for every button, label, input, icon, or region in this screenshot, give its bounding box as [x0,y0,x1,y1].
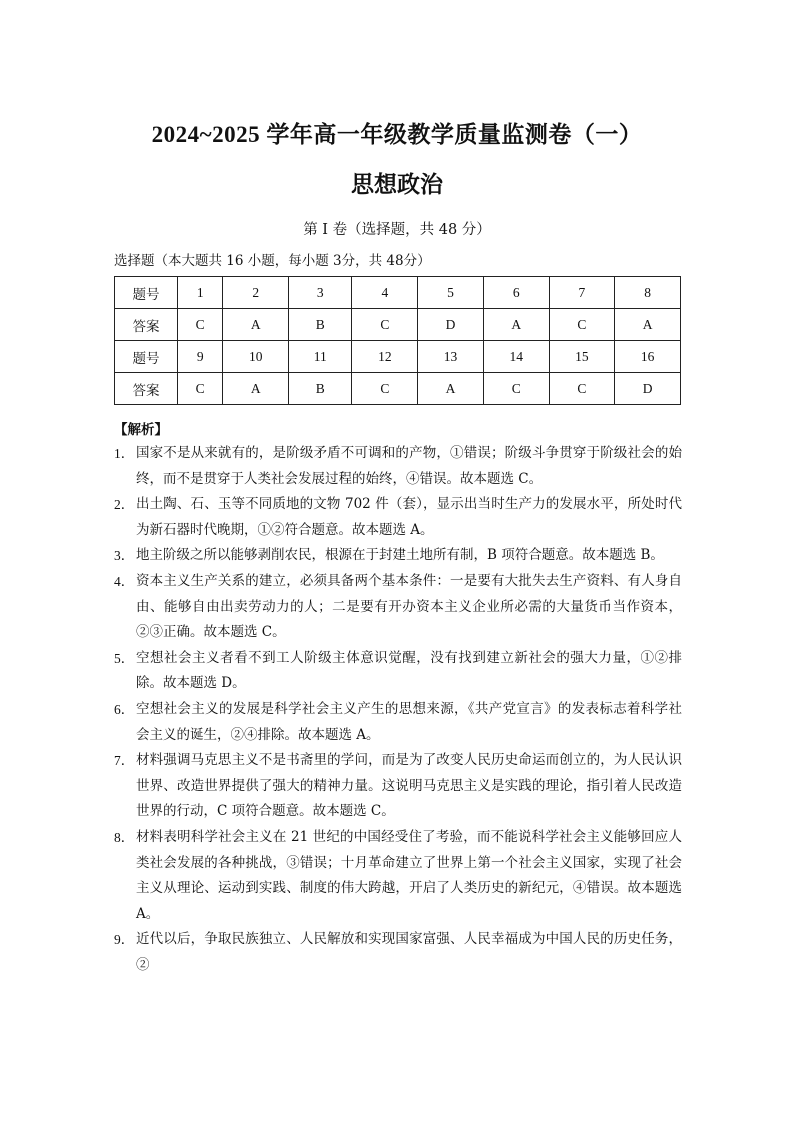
item-text: 近代以后，争取民族独立、人民解放和实现国家富强、人民幸福成为中国人民的历史任务，② [136,931,682,973]
answer-cell: B [289,373,352,405]
answer-cell: C [178,373,223,405]
question-cell: 10 [223,341,289,373]
item-text: 地主阶级之所以能够剥削农民，根源在于封建土地所有制，B 项符合题意。故本题选 B。 [136,547,664,564]
answer-cell: C [178,309,223,341]
table-row [115,373,681,405]
list-item [114,646,682,697]
question-cell: 4 [352,277,418,309]
question-label-cell: 题号 [115,341,178,373]
answer-cell: D [418,309,484,341]
answer-cell: C [549,309,615,341]
answer-table [114,276,681,405]
item-text: 资本主义生产关系的建立，必须具备两个基本条件：一是要有大批失去生产资料、有人身自由、能够自由出卖劳动力的人；二是要有开办资本主义企业所必需的大量货币当作资本，②③正确。故本题选 C。 [136,572,682,641]
list-item [114,569,682,646]
item-number: 5． [114,650,135,666]
analysis-list [114,441,682,978]
question-cell: 12 [352,341,418,373]
item-number: 7． [114,753,135,769]
question-cell: 2 [223,277,289,309]
list-item [114,543,682,569]
question-label-cell: 题号 [115,277,178,309]
question-cell: 6 [483,277,549,309]
question-cell: 13 [418,341,484,373]
answer-cell: A [615,309,681,341]
question-cell: 1 [178,277,223,309]
instructions: 选择题（本大题共 16 小题，每小题 3分，共 48分） [114,253,431,269]
question-cell: 7 [549,277,615,309]
answer-cell: A [418,373,484,405]
answer-cell: A [483,309,549,341]
question-cell: 5 [418,277,484,309]
list-item [114,492,682,543]
answer-label-cell: 答案 [115,373,178,405]
item-number: 4． [114,573,135,589]
item-number: 6． [114,701,135,717]
answer-cell: C [549,373,615,405]
question-cell: 11 [289,341,352,373]
question-cell: 3 [289,277,352,309]
answer-cell: C [352,309,418,341]
item-text: 材料表明科学社会主义在 21 世纪的中国经受住了考验，而不能说科学社会主义能够回应人类社会发展的各种挑战，③错误；十月革命建立了世界上第一个社会主义国家，实现了社会主义从理论、运动到实践、制度的伟大跨越，开启了人类历史的新纪元，④错误。故本题选 A。 [136,828,682,922]
question-cell: 16 [615,341,681,373]
list-item [114,825,682,927]
item-text: 国家不是从来就有的，是阶级矛盾不可调和的产物，①错误；阶级斗争贯穿于阶级社会的始终，而不是贯穿于人类社会发展过程的始终，④错误。故本题选 C。 [136,445,682,487]
exam-title: 2024~2025 学年高一年级教学质量监测卷（一） [151,122,643,147]
answer-cell: B [289,309,352,341]
answer-cell: D [615,373,681,405]
answer-cell: C [483,373,549,405]
list-item [114,697,682,748]
table-row [115,309,681,341]
item-text: 材料强调马克思主义不是书斋里的学问，而是为了改变人民历史命运而创立的，为人民认识世界、改造世界提供了强大的精神力量。这说明马克思主义是实践的理论，指引着人民改造世界的行动，C 项符合题意。故本题选 C。 [136,752,682,820]
table-row [115,277,681,309]
list-item [114,927,682,978]
question-cell: 9 [178,341,223,373]
question-cell: 14 [483,341,549,373]
answer-cell: A [223,373,289,405]
item-text: 空想社会主义者看不到工人阶级主体意识觉醒，没有找到建立新社会的强大力量，①②排除。故本题选 D。 [136,649,682,692]
item-number: 2． [114,497,135,513]
item-number: 3． [114,548,135,564]
answer-cell: A [223,309,289,341]
answer-cell: C [352,373,418,405]
subject-title: 思想政治 [351,171,443,198]
item-number: 1． [114,446,135,461]
item-number: 8． [114,829,135,845]
item-number: 9． [114,932,135,948]
list-item [114,748,682,825]
section-heading: 第 I 卷（选择题，共 48 分） [303,222,491,238]
answer-label-cell: 答案 [115,309,178,341]
list-item [114,441,682,492]
question-cell: 15 [549,341,615,373]
question-cell: 8 [615,277,681,309]
analysis-heading: 【解析】 [114,422,168,438]
item-text: 出土陶、石、玉等不同质地的文物 702 件（套），显示出当时生产力的发展水平，所处时代为新石器时代晚期，①②符合题意。故本题选 A。 [136,496,682,538]
item-text: 空想社会主义的发展是科学社会主义产生的思想来源，《共产党宣言》的发表标志着科学社会主义的诞生，②④排除。故本题选 A。 [136,700,682,743]
table-row [115,341,681,373]
